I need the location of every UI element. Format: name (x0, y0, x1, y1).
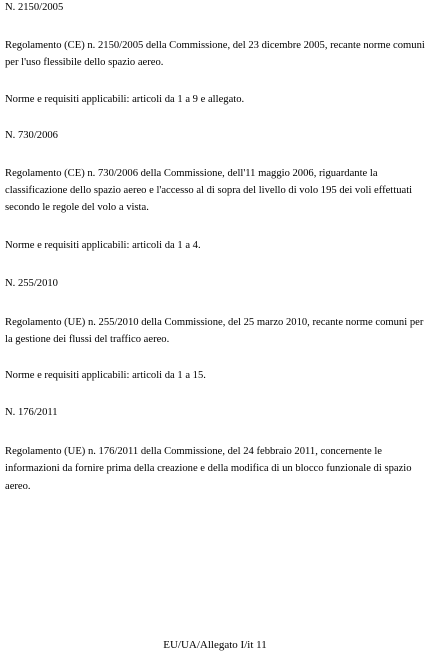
entry-number: N. 2150/2005 (5, 2, 64, 13)
regulation-text-line: Regolamento (UE) n. 255/2010 della Commissione, del 25 marzo 2010, recante norme comuni per (5, 317, 424, 328)
regulation-text-line: informazioni da fornire prima della creazione e della modifica di un blocco funzionale di spazio (5, 463, 412, 474)
regulation-text-line: Regolamento (CE) n. 730/2006 della Commissione, dell'11 maggio 2006, riguardante la (5, 168, 378, 179)
entry-number: N. 730/2006 (5, 130, 58, 141)
document-page (5, 0, 427, 654)
entry-number: N. 176/2011 (5, 407, 58, 418)
regulation-text-line: aereo. (5, 481, 31, 492)
regulation-text-line: classificazione dello spazio aereo e l'accesso al di sopra del livello di volo 195 dei voli effettuati (5, 185, 413, 196)
entry-number: N. 255/2010 (5, 278, 58, 289)
regulation-text-line: Regolamento (UE) n. 176/2011 della Commissione, del 24 febbraio 2011, concernente le (5, 446, 382, 457)
regulation-text-line: per l'uso flessibile dello spazio aereo. (5, 57, 164, 68)
requirements-text: Norme e requisiti applicabili: articoli da 1 a 9 e allegato. (5, 94, 245, 105)
regulation-text-line: la gestione dei flussi del traffico aereo. (5, 334, 170, 345)
page-footer: EU/UA/Allegato I/it 11 (163, 639, 267, 651)
requirements-text: Norme e requisiti applicabili: articoli da 1 a 4. (5, 240, 201, 251)
regulation-text-line: secondo le regole del volo a vista. (5, 202, 149, 213)
regulation-text-line: Regolamento (CE) n. 2150/2005 della Commissione, del 23 dicembre 2005, recante norme comuni (5, 40, 425, 51)
requirements-text: Norme e requisiti applicabili: articoli da 1 a 15. (5, 370, 206, 381)
